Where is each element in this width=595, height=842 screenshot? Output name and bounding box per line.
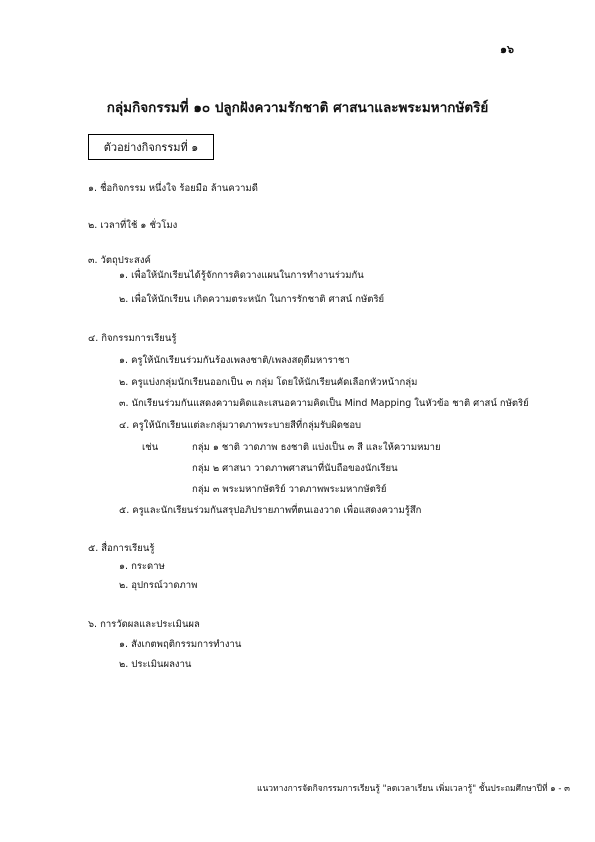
example-activity-box: ตัวอย่างกิจกรรมที่ ๑ (88, 134, 214, 160)
group-item: กลุ่ม ๒ ศาสนา วาดภาพศาสนาที่นับถือของนักเรียน (192, 463, 398, 474)
evaluation-item: ๒. ประเมินผลงาน (119, 659, 192, 670)
evaluation-item: ๑. สังเกตพฤติกรรมการทำงาน (119, 639, 242, 650)
group-item: กลุ่ม ๑ ชาติ วาดภาพ ธงชาติ แบ่งเป็น ๓ สี และให้ความหมาย (192, 442, 441, 453)
objective-item: ๑. เพื่อให้นักเรียนได้รู้จักการคิดวางแผนในการทำงานร่วมกัน (119, 270, 364, 281)
section-duration: ๒. เวลาที่ใช้ ๑ ชั่วโมง (88, 220, 178, 231)
learning-activity-item: ๓. นักเรียนร่วมกันแสดงความคิดและเสนอความคิดเป็น Mind Mapping ในหัวข้อ ชาติ ศาสน์ กษัตริย์ (119, 398, 529, 409)
page-title: กลุ่มกิจกรรมที่ ๑๐ ปลูกฝังความรักชาติ ศาสนาและพระมหากษัตริย์ (106, 100, 489, 116)
page-number: ๑๖ (500, 43, 514, 56)
objective-item: ๒. เพื่อให้นักเรียน เกิดความตระหนัก ในการรักชาติ ศาสน์ กษัตริย์ (119, 294, 385, 305)
media-item: ๒. อุปกรณ์วาดภาพ (119, 580, 198, 591)
section-learning-activities-heading: ๔. กิจกรรมการเรียนรู้ (88, 333, 177, 344)
learning-activity-item: ๔. ครูให้นักเรียนแต่ละกลุ่มวาดภาพระบายสีที่กลุ่มรับผิดชอบ (119, 420, 362, 431)
section-evaluation-heading: ๖. การวัดผลและประเมินผล (88, 619, 200, 630)
learning-activity-item: ๒. ครูแบ่งกลุ่มนักเรียนออกเป็น ๓ กลุ่ม โดยให้นักเรียนคัดเลือกหัวหน้ากลุ่ม (119, 377, 418, 388)
section-media-heading: ๕. สื่อการเรียนรู้ (88, 543, 155, 554)
page-footer: แนวทางการจัดกิจกรรมการเรียนรู้ "ลดเวลาเรียน เพิ่มเวลารู้" ชั้นประถมศึกษาปีที่ ๑ - ๓ (257, 784, 570, 794)
learning-activity-item: ๑. ครูให้นักเรียนร่วมกันร้องเพลงชาติ/เพลงสดุดีมหาราชา (119, 355, 350, 366)
section-activity-name: ๑. ชื่อกิจกรรม หนึ่งใจ ร้อยมือ ล้านความดี (88, 183, 258, 194)
group-item: กลุ่ม ๓ พระมหากษัตริย์ วาดภาพพระมหากษัตริย์ (192, 484, 387, 495)
learning-activity-item: ๕. ครูและนักเรียนร่วมกันสรุปอภิปรายภาพที่ตนเองวาด เพื่อแสดงความรู้สึก (119, 505, 422, 516)
example-word: เช่น (142, 442, 159, 453)
media-item: ๑. กระดาษ (119, 561, 165, 572)
section-objectives-heading: ๓. วัตถุประสงค์ (88, 255, 151, 266)
